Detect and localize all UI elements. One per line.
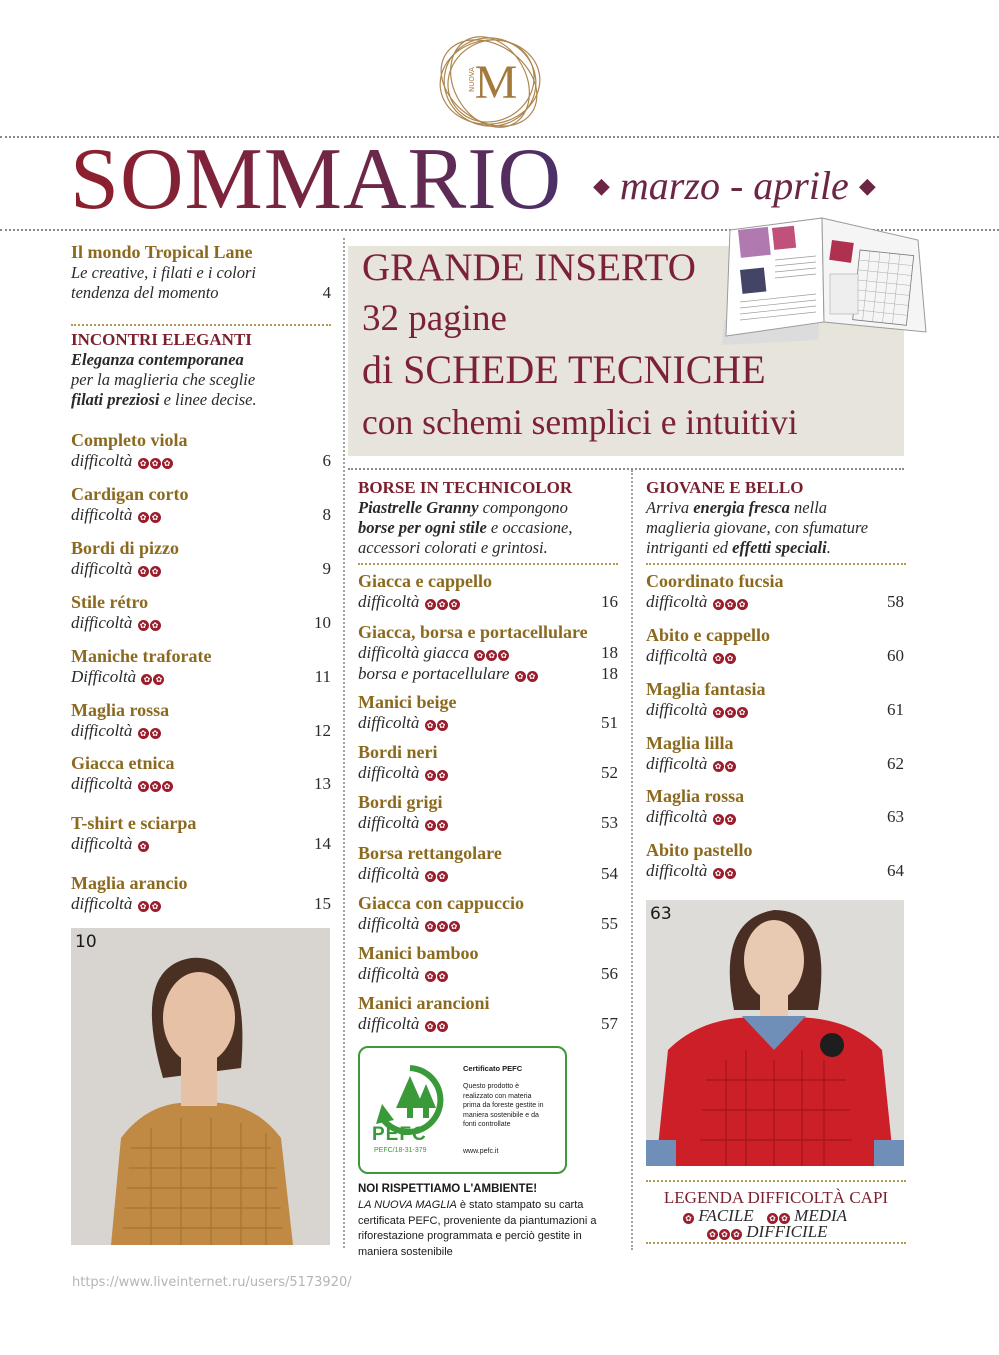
difficulty-flower-icon: ✿: [731, 1229, 742, 1240]
toc-item-difficulty: difficoltà ✿ ✿ 56: [358, 964, 618, 983]
difficulty-flower-icon: ✿: [437, 599, 448, 610]
page-number: 18: [601, 643, 618, 662]
toc-item-title: Coordinato fucsia: [646, 571, 784, 591]
difficulty-flower-icon: ✿: [725, 868, 736, 879]
legend-divider: [646, 1242, 906, 1244]
toc-item-difficulty: difficoltà ✿ ✿ ✿ 13: [71, 774, 331, 793]
toc-item-difficulty: difficoltà ✿ ✿ 53: [358, 813, 618, 832]
toc-item: [646, 786, 904, 827]
toc-item-title: Giacca, borsa e portacellulare: [358, 622, 588, 642]
photo-page-number: 10: [75, 932, 97, 952]
section-title: INCONTRI ELEGANTI: [71, 330, 252, 349]
difficulty-flower-icon: ✿: [150, 566, 161, 577]
pefc-cert-title: Certificato PEFC: [463, 1064, 523, 1073]
toc-item-difficulty: difficoltà ✿ ✿ 51: [358, 713, 618, 732]
toc-item-difficulty: difficoltà ✿ ✿ 10: [71, 613, 331, 632]
toc-item-difficulty: difficoltà ✿ ✿ 9: [71, 559, 331, 578]
section-title: GIOVANE E BELLO: [646, 478, 804, 497]
section-line2: per la maglieria che sceglie: [71, 370, 256, 389]
issue-date: ◆ marzo - aprile ◆: [593, 163, 876, 208]
difficulty-flower-icon: ✿: [150, 512, 161, 523]
section-line3: accessori colorati e grintosi.: [358, 538, 548, 557]
toc-item-title: Maglia fantasia: [646, 679, 766, 699]
toc-item-difficulty: difficoltà ✿ ✿ ✿ 55: [358, 914, 618, 933]
difficulty-flower-icon: ✿: [138, 566, 149, 577]
section-line3: intriganti ed effetti speciali.: [646, 538, 831, 557]
difficulty-flower-icon: ✿: [425, 820, 436, 831]
section-line2: maglieria giovane, con sfumature: [646, 518, 869, 537]
difficulty-flower-icon: ✿: [138, 458, 149, 469]
section-incontri: [71, 330, 331, 410]
page-number: 58: [887, 592, 904, 611]
page-number: 10: [314, 613, 331, 632]
toc-item-difficulty: difficoltà ✿ ✿ 52: [358, 763, 618, 782]
page-number: 63: [887, 807, 904, 826]
toc-item: [71, 700, 331, 741]
legend-line-hard: ✿ ✿ ✿ DIFFICILE: [706, 1222, 827, 1242]
difficulty-flower-icon: ✿: [725, 707, 736, 718]
photo-crochet-top: [71, 928, 330, 1245]
difficulty-flower-icon: ✿: [437, 770, 448, 781]
difficulty-flower-icon: ✿: [162, 781, 173, 792]
section-giovane: [646, 478, 906, 558]
toc-item-title: Maniche traforate: [71, 646, 212, 666]
page-number: 9: [322, 559, 331, 578]
logo-letter: M: [474, 56, 518, 109]
column-divider: [631, 470, 633, 1250]
intro-block: [71, 242, 331, 303]
toc-item-difficulty: difficoltà ✿ ✿ ✿ 6: [71, 451, 331, 470]
difficulty-flower-icon: ✿: [138, 620, 149, 631]
toc-item: [358, 893, 618, 934]
toc-item-difficulty: difficoltà ✿ ✿ 15: [71, 894, 331, 913]
toc-item: [646, 625, 904, 666]
pefc-cert-text: Questo prodotto è realizzato con materia prima da foreste gestite in maniera sostenibile e da fonti controllate: [463, 1083, 544, 1128]
page-number: 51: [601, 713, 618, 732]
toc-item-title: Completo viola: [71, 430, 188, 450]
page-number: 13: [314, 774, 331, 793]
toc-item-difficulty: difficoltà ✿ ✿ 57: [358, 1014, 618, 1033]
difficulty-flower-icon: ✿: [138, 512, 149, 523]
page-number: 14: [314, 834, 331, 853]
legend-title: LEGENDA DIFFICOLTÀ CAPI: [663, 1188, 889, 1207]
toc-item-difficulty: difficoltà ✿ ✿ ✿ 16: [358, 592, 618, 611]
toc-item: [71, 873, 331, 914]
difficulty-flower-icon: ✿: [713, 761, 724, 772]
section-line1: Piastrelle Granny compongono: [358, 498, 568, 517]
toc-item-difficulty: difficoltà ✿ ✿ 12: [71, 721, 331, 740]
toc-item-title: Abito pastello: [646, 840, 753, 860]
toc-item-difficulty: difficoltà ✿ ✿ ✿ 58: [646, 592, 904, 611]
logo-small-text: NUOVA: [468, 67, 476, 92]
difficulty-flower-icon: ✿: [138, 728, 149, 739]
toc-item-difficulty: Difficoltà ✿ ✿ 11: [71, 667, 331, 686]
toc-item-title: Borsa rettangolare: [358, 843, 502, 863]
difficulty-flower-icon: ✿: [725, 761, 736, 772]
difficulty-flower-icon: ✿: [425, 971, 436, 982]
difficulty-flower-icon: ✿: [713, 653, 724, 664]
toc-item-title: Stile rétro: [71, 592, 149, 612]
difficulty-flower-icon: ✿: [725, 653, 736, 664]
toc-item-title: Bordi grigi: [358, 792, 443, 812]
section-borse: [358, 478, 618, 558]
difficulty-flower-icon: ✿: [515, 671, 526, 682]
toc-item: [646, 679, 904, 720]
section-line1: Eleganza contemporanea: [71, 350, 244, 369]
toc-item-title: Giacca e cappello: [358, 571, 492, 591]
toc-item: [71, 646, 331, 687]
difficulty-flower-icon: ✿: [713, 599, 724, 610]
section-divider: [71, 324, 331, 326]
difficulty-flower-icon: ✿: [719, 1229, 730, 1240]
open-magazine-image: [720, 210, 930, 345]
difficulty-flower-icon: ✿: [737, 707, 748, 718]
toc-item: [358, 571, 618, 612]
intro-title: Il mondo Tropical Lane: [71, 242, 253, 262]
column-divider: [343, 238, 345, 1248]
toc-item-title: Abito e cappello: [646, 625, 770, 645]
difficulty-flower-icon: ✿: [425, 770, 436, 781]
toc-item-title: Maglia arancio: [71, 873, 188, 893]
difficulty-flower-icon: ✿: [737, 599, 748, 610]
difficulty-flower-icon: ✿: [725, 814, 736, 825]
difficulty-flower-icon: ✿: [767, 1213, 778, 1224]
toc-item-difficulty: difficoltà ✿ ✿ 63: [646, 807, 904, 826]
toc-item-difficulty: difficoltà ✿ ✿ 54: [358, 864, 618, 883]
page-number: 11: [314, 667, 331, 686]
intro-line2: tendenza del momento 4: [71, 283, 331, 302]
toc-item: [358, 692, 618, 733]
page-number: 52: [601, 763, 618, 782]
difficulty-flower-icon: ✿: [150, 728, 161, 739]
toc-item: [71, 592, 331, 633]
difficulty-flower-icon: ✿: [141, 674, 152, 685]
toc-item: [358, 792, 618, 833]
difficulty-flower-icon: ✿: [138, 781, 149, 792]
toc-item-title: T-shirt e sciarpa: [71, 813, 197, 833]
page-number: 54: [601, 864, 618, 883]
legend-divider: [646, 1180, 906, 1182]
toc-item-title: Bordi di pizzo: [71, 538, 180, 558]
environment-title: NOI RISPETTIAMO L'AMBIENTE!: [358, 1183, 538, 1195]
toc-item-title: Giacca etnica: [71, 753, 175, 773]
pefc-brand: PEFC: [372, 1124, 427, 1145]
page-number: 8: [322, 505, 331, 524]
page-number: 55: [601, 914, 618, 933]
section-divider: [646, 563, 906, 565]
toc-item-title: Maglia rossa: [71, 700, 170, 720]
difficulty-flower-icon: ✿: [425, 720, 436, 731]
photo-illustration: [71, 928, 330, 1245]
difficulty-flower-icon: ✿: [437, 720, 448, 731]
toc-item: [358, 993, 618, 1034]
difficulty-flower-icon: ✿: [138, 841, 149, 852]
page-number: 64: [887, 861, 904, 880]
section-line3: filati preziosi e linee decise.: [71, 390, 257, 409]
difficulty-flower-icon: ✿: [437, 971, 448, 982]
page-title: SOMMARIO: [70, 131, 563, 228]
source-url: https://www.liveinternet.ru/users/5173920/: [72, 1275, 352, 1290]
insert-line1: GRANDE INSERTO: [362, 246, 696, 289]
pefc-url: www.pefc.it: [463, 1148, 499, 1155]
insert-line4: con schemi semplici e intuitivi: [362, 402, 798, 442]
page-number: 15: [314, 894, 331, 913]
page-number: 4: [322, 283, 331, 302]
toc-item: [358, 943, 618, 984]
toc-item: [71, 484, 331, 525]
toc-item: [646, 840, 904, 881]
difficulty-flower-icon: ✿: [425, 871, 436, 882]
insert-line2: 32 pagine: [362, 298, 507, 339]
toc-item-difficulty: difficoltà giacca ✿ ✿ ✿ 18: [358, 643, 618, 662]
intro-line1: Le creative, i filati e i colori: [71, 263, 256, 282]
toc-item-difficulty: difficoltà ✿ ✿ 64: [646, 861, 904, 880]
difficulty-flower-icon: ✿: [707, 1229, 718, 1240]
difficulty-flower-icon: ✿: [425, 599, 436, 610]
toc-item: [71, 813, 331, 854]
difficulty-flower-icon: ✿: [498, 650, 509, 661]
toc-item: [646, 733, 904, 774]
difficulty-flower-icon: ✿: [150, 620, 161, 631]
page-number: 60: [887, 646, 904, 665]
toc-item-title: Manici bamboo: [358, 943, 479, 963]
insert-divider: [348, 468, 904, 470]
photo-red-sweater: [646, 900, 904, 1166]
page-number: 16: [601, 592, 618, 611]
difficulty-flower-icon: ✿: [527, 671, 538, 682]
difficulty-flower-icon: ✿: [683, 1213, 694, 1224]
pefc-code: PEFC/18-31-379: [374, 1147, 427, 1154]
pefc-certificate: [358, 1046, 567, 1174]
page-number: 18: [601, 664, 618, 683]
difficulty-flower-icon: ✿: [150, 781, 161, 792]
difficulty-flower-icon: ✿: [449, 599, 460, 610]
toc-item-difficulty: difficoltà ✿ ✿ 62: [646, 754, 904, 773]
toc-item-title: Manici arancioni: [358, 993, 490, 1013]
page-number: 61: [887, 700, 904, 719]
difficulty-flower-icon: ✿: [138, 901, 149, 912]
difficulty-flower-icon: ✿: [486, 650, 497, 661]
difficulty-flower-icon: ✿: [713, 707, 724, 718]
difficulty-flower-icon: ✿: [474, 650, 485, 661]
toc-item-title: Bordi neri: [358, 742, 438, 762]
difficulty-flower-icon: ✿: [713, 814, 724, 825]
difficulty-flower-icon: ✿: [425, 921, 436, 932]
section-line2: borse per ogni stile e occasione,: [358, 518, 573, 537]
difficulty-flower-icon: ✿: [713, 868, 724, 879]
page-number: 12: [314, 721, 331, 740]
difficulty-flower-icon: ✿: [437, 921, 448, 932]
section-divider: [358, 563, 618, 565]
toc-item: [71, 753, 331, 794]
page-number: 56: [601, 964, 618, 983]
photo-page-number: 63: [650, 904, 672, 924]
section-title: BORSE IN TECHNICOLOR: [358, 478, 573, 497]
difficulty-flower-icon: ✿: [725, 599, 736, 610]
toc-item-title: Maglia lilla: [646, 733, 734, 753]
difficulty-flower-icon: ✿: [437, 820, 448, 831]
toc-item: [358, 622, 618, 684]
difficulty-flower-icon: ✿: [153, 674, 164, 685]
difficulty-flower-icon: ✿: [162, 458, 173, 469]
toc-item: [71, 538, 331, 579]
toc-item-difficulty: difficoltà ✿ ✿ 60: [646, 646, 904, 665]
page-number: 57: [601, 1014, 618, 1033]
toc-item-difficulty: difficoltà ✿ ✿ ✿ 61: [646, 700, 904, 719]
toc-item: [358, 843, 618, 884]
page-number: 53: [601, 813, 618, 832]
toc-item-difficulty: difficoltà ✿ 14: [71, 834, 331, 853]
difficulty-flower-icon: ✿: [150, 901, 161, 912]
insert-line3: di SCHEDE TECNICHE: [362, 347, 766, 392]
environment-text: LA NUOVA MAGLIA è stato stampato su carta certificata PEFC, proveniente da piantumazioni a riforestazione programmata e perciò gestite in maniera sostenibile: [358, 1199, 597, 1258]
difficulty-flower-icon: ✿: [779, 1213, 790, 1224]
difficulty-flower-icon: ✿: [150, 458, 161, 469]
toc-item-difficulty: difficoltà ✿ ✿ 8: [71, 505, 331, 524]
toc-item-title: Cardigan corto: [71, 484, 189, 504]
difficulty-flower-icon: ✿: [449, 921, 460, 932]
difficulty-flower-icon: ✿: [437, 871, 448, 882]
magazine-logo: [434, 34, 546, 130]
toc-item: [358, 742, 618, 783]
toc-item: [646, 571, 904, 612]
diamond-icon: ◆: [593, 173, 610, 198]
photo-illustration: [646, 900, 904, 1166]
diamond-icon: ◆: [858, 173, 876, 198]
toc-item: [71, 430, 331, 471]
section-line1: Arriva energia fresca nella: [646, 498, 828, 517]
legend-line-easy-medium: ✿ FACILE ✿ ✿ MEDIA: [682, 1206, 847, 1226]
toc-item-title: Maglia rossa: [646, 786, 745, 806]
page-number: 62: [887, 754, 904, 773]
page-number: 6: [322, 451, 331, 470]
toc-item-title: Manici beige: [358, 692, 457, 712]
toc-item-title: Giacca con cappuccio: [358, 893, 524, 913]
difficulty-flower-icon: ✿: [437, 1021, 448, 1032]
toc-item-difficulty: borsa e portacellulare ✿ ✿ 18: [358, 664, 618, 683]
difficulty-flower-icon: ✿: [425, 1021, 436, 1032]
